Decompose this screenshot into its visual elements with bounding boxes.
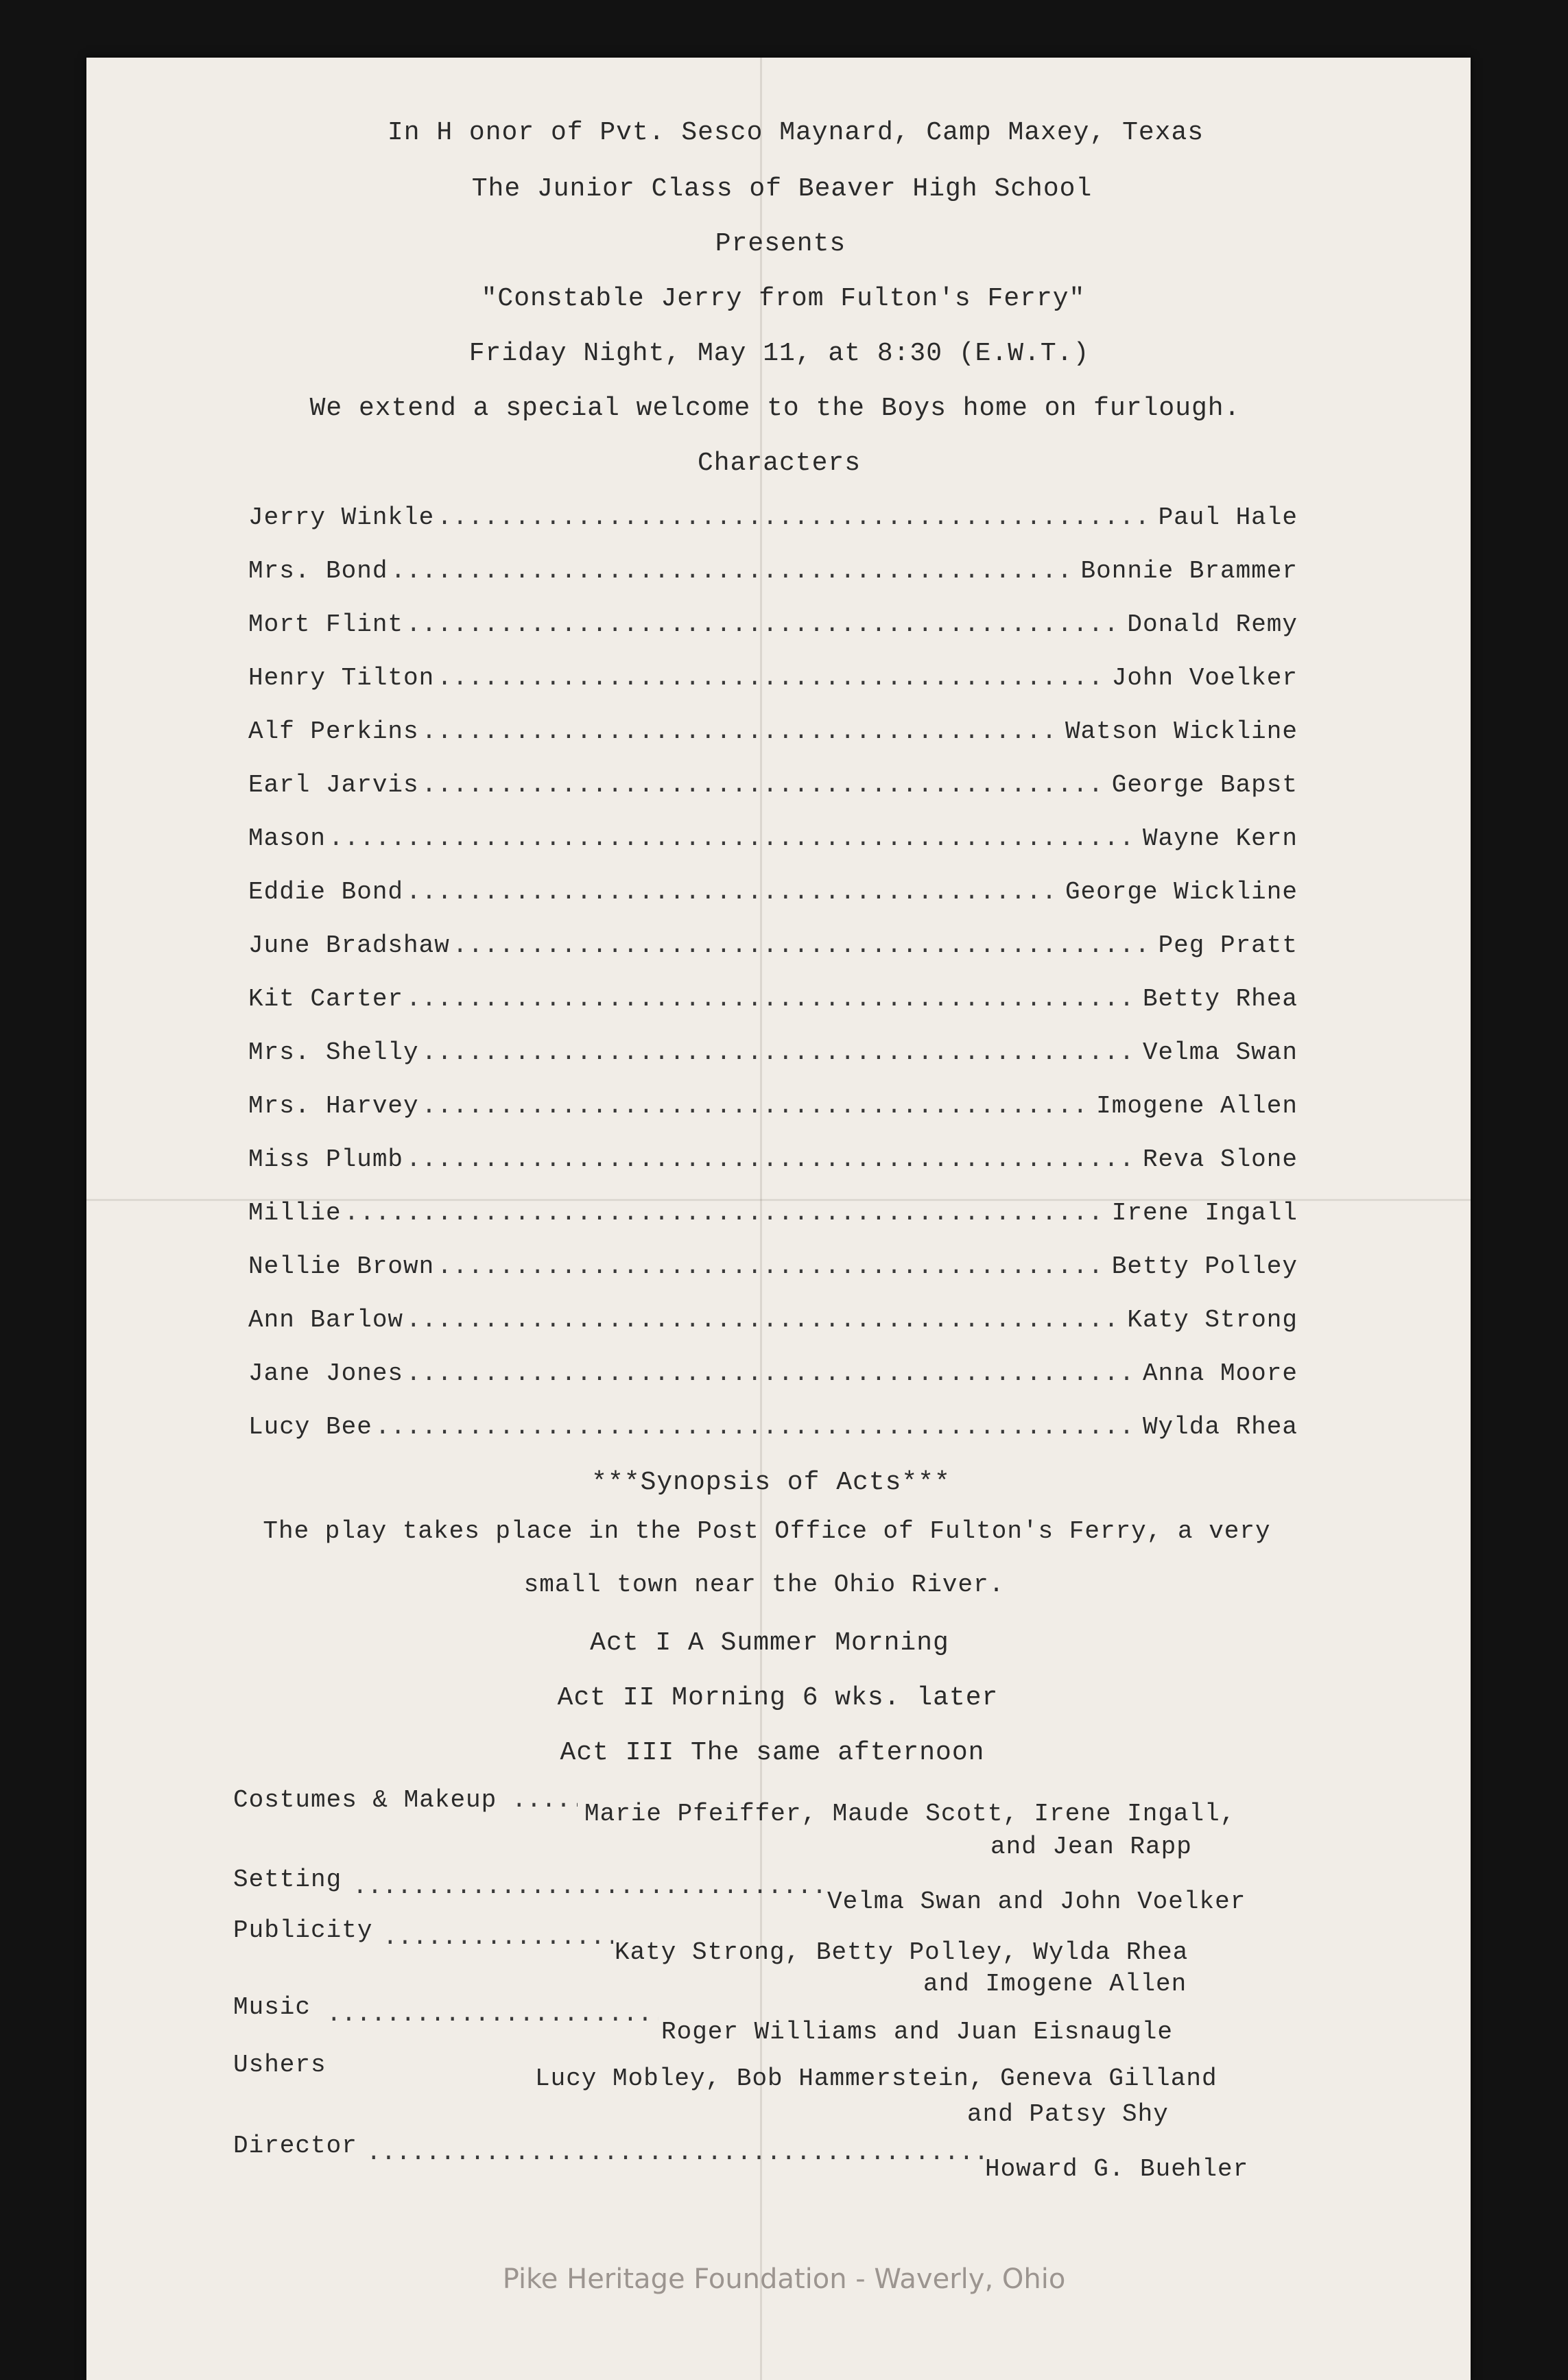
cast-role: Mrs. Harvey: [248, 1092, 419, 1120]
cast-actor: Peg Pratt: [1158, 931, 1298, 960]
cast-row: [248, 1252, 1298, 1284]
leader-dots: [366, 2139, 984, 2169]
cast-row: [248, 1306, 1298, 1337]
cast-role: Mason: [248, 824, 326, 853]
cast-row: [248, 1092, 1298, 1123]
leader-dots: [329, 824, 1140, 853]
cast-role: Mort Flint: [248, 610, 404, 639]
cast-row: [248, 985, 1298, 1016]
cast-actor: George Bapst: [1111, 771, 1298, 799]
cast-actor: Paul Hale: [1158, 503, 1298, 532]
cast-actor: Watson Wickline: [1065, 717, 1298, 746]
cast-actor: Imogene Allen: [1096, 1092, 1298, 1120]
cast-row: [248, 931, 1298, 963]
cast-actor: Wayne Kern: [1142, 824, 1298, 853]
cast-row: [248, 1199, 1298, 1230]
leader-dots: [406, 985, 1140, 1013]
leader-dots: [422, 1092, 1094, 1120]
cast-actor: Wylda Rhea: [1142, 1413, 1298, 1441]
cast-role: Lucy Bee: [248, 1413, 372, 1441]
leader-dots: [406, 1359, 1140, 1388]
leader-dots: [512, 1786, 578, 1816]
costumes-label: Costumes & Makeup: [233, 1786, 497, 1814]
cast-row: [248, 1038, 1298, 1070]
cast-role: Kit Carter: [248, 985, 404, 1013]
leader-dots: [375, 1413, 1140, 1441]
leader-dots: [437, 1252, 1109, 1281]
music-value: Roger Williams and Juan Eisnaugle: [661, 2018, 1173, 2046]
cast-actor: Katy Strong: [1127, 1306, 1298, 1334]
act-1: Act I A Summer Morning: [590, 1628, 949, 1658]
cast-role: Eddie Bond: [248, 878, 404, 906]
publicity-line-2: and Imogene Allen: [923, 1970, 1187, 1998]
cast-role: Jerry Winkle: [248, 503, 435, 532]
leader-dots: [353, 1872, 826, 1903]
leader-dots: [422, 771, 1109, 799]
publicity-line-1: Katy Strong, Betty Polley, Wylda Rhea: [615, 1938, 1189, 1966]
cast-actor: Irene Ingall: [1111, 1199, 1298, 1227]
cast-role: Nellie Brown: [248, 1252, 435, 1281]
welcome-line: We extend a special welcome to the Boys home on furlough.: [309, 394, 1241, 423]
cast-actor: Reva Slone: [1142, 1145, 1298, 1174]
characters-heading: Characters: [697, 449, 862, 478]
cast-row: [248, 717, 1298, 749]
director-value: Howard G. Buehler: [985, 2155, 1249, 2183]
play-title: "Constable Jerry from Fulton's Ferry": [481, 284, 1086, 313]
cast-actor: Donald Remy: [1127, 610, 1298, 639]
watermark: Pike Heritage Foundation - Waverly, Ohio: [502, 2263, 1066, 2295]
costumes-line-1: Marie Pfeiffer, Maude Scott, Irene Ingall,: [584, 1800, 1236, 1828]
cast-actor: George Wickline: [1065, 878, 1298, 906]
cast-actor: Anna Moore: [1142, 1359, 1298, 1388]
cast-row: [248, 771, 1298, 802]
class-line: The Junior Class of Beaver High School: [471, 174, 1093, 204]
cast-role: Alf Perkins: [248, 717, 419, 746]
cast-row: [248, 1413, 1298, 1444]
cast-row: [248, 878, 1298, 909]
setting-label: Setting: [233, 1866, 342, 1894]
leader-dots: [344, 1199, 1109, 1227]
director-label: Director: [233, 2132, 357, 2160]
leader-dots: [406, 1306, 1124, 1334]
leader-dots: [406, 878, 1062, 906]
cast-row: [248, 503, 1298, 535]
cast-row: [248, 557, 1298, 588]
setting-value: Velma Swan and John Voelker: [827, 1888, 1246, 1916]
cast-actor: John Voelker: [1111, 664, 1298, 692]
cast-actor: Betty Rhea: [1142, 985, 1298, 1013]
cast-row: [248, 824, 1298, 856]
cast-row: [248, 1359, 1298, 1391]
synopsis-line-2: small town near the Ohio River.: [523, 1571, 1005, 1599]
leader-dots: [326, 2000, 658, 2030]
costumes-line-2: and Jean Rapp: [990, 1833, 1192, 1861]
music-label: Music: [233, 1993, 311, 2021]
cast-role: Miss Plumb: [248, 1145, 404, 1174]
honor-line: In H onor of Pvt. Sesco Maynard, Camp Maxey, Texas: [387, 118, 1204, 147]
ushers-label: Ushers: [233, 2051, 326, 2079]
cast-actor: Bonnie Brammer: [1080, 557, 1298, 585]
cast-role: Millie: [248, 1199, 342, 1227]
cast-role: Henry Tilton: [248, 664, 435, 692]
act-2: Act II Morning 6 wks. later: [557, 1683, 999, 1713]
leader-dots: [422, 1038, 1140, 1067]
cast-role: Ann Barlow: [248, 1306, 404, 1334]
cast-role: June Bradshaw: [248, 931, 450, 960]
cast-row: [248, 1145, 1298, 1177]
cast-actor: Betty Polley: [1111, 1252, 1298, 1281]
cast-row: [248, 610, 1298, 642]
cast-actor: Velma Swan: [1142, 1038, 1298, 1067]
leader-dots: [406, 610, 1124, 639]
leader-dots: [422, 717, 1062, 746]
leader-dots: [406, 1145, 1140, 1174]
leader-dots: [383, 1923, 613, 1953]
date-line: Friday Night, May 11, at 8:30 (E.W.T.): [468, 339, 1090, 368]
cast-role: Mrs. Shelly: [248, 1038, 419, 1067]
synopsis-heading: ***Synopsis of Acts***: [591, 1468, 951, 1497]
leader-dots: [437, 664, 1109, 692]
cast-role: Earl Jarvis: [248, 771, 419, 799]
ushers-line-2: and Patsy Shy: [967, 2100, 1169, 2128]
ushers-line-1: Lucy Mobley, Bob Hammerstein, Geneva Gilland: [535, 2064, 1217, 2093]
act-3: Act III The same afternoon: [560, 1738, 985, 1768]
leader-dots: [453, 931, 1156, 960]
presents-line: Presents: [715, 229, 846, 259]
leader-dots: [437, 503, 1155, 532]
leader-dots: [390, 557, 1078, 585]
publicity-label: Publicity: [233, 1916, 373, 1944]
cast-role: Mrs. Bond: [248, 557, 388, 585]
synopsis-line-1: The play takes place in the Post Office of Fulton's Ferry, a very: [263, 1517, 1271, 1545]
cast-row: [248, 664, 1298, 695]
cast-role: Jane Jones: [248, 1359, 404, 1388]
